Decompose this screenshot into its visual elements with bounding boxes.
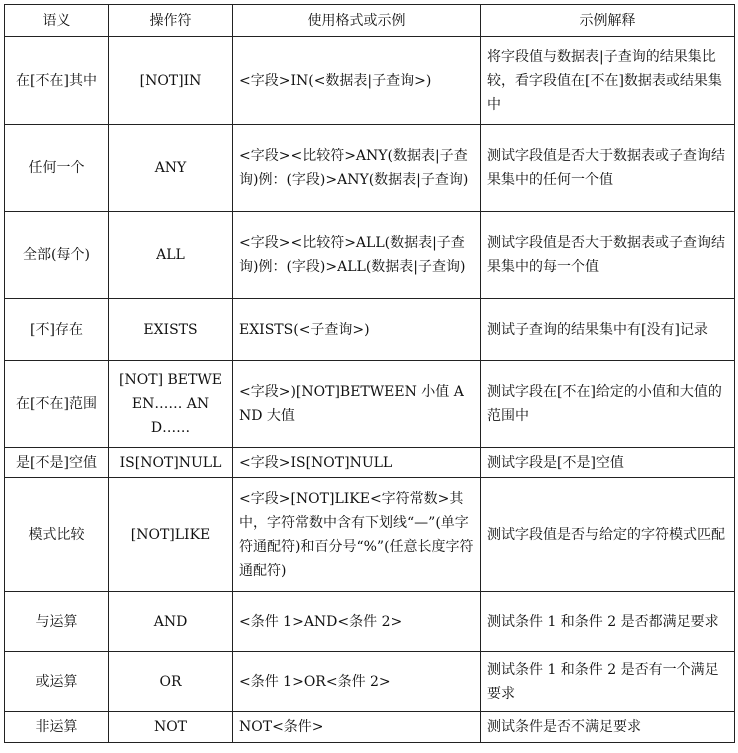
operator-table [4, 4, 735, 743]
header-semantic: 语义 [5, 5, 109, 37]
cell-format: EXISTS(<子查询>) [233, 299, 481, 361]
cell-semantic: 在[不在]范围 [5, 361, 109, 448]
cell-operator: IS[NOT]NULL [109, 448, 233, 478]
cell-operator: AND [109, 592, 233, 652]
cell-operator: [NOT]IN [109, 37, 233, 125]
table-row [5, 592, 735, 652]
cell-semantic: 或运算 [5, 652, 109, 712]
cell-format: <字段><比较符>ANY(数据表|子查询)例：(字段)>ANY(数据表|子查询) [233, 125, 481, 212]
cell-format: <字段>)[NOT]BETWEEN 小值 AND 大值 [233, 361, 481, 448]
table-row [5, 361, 735, 448]
cell-format: <字段>[NOT]LIKE<字符常数>其中，字符常数中含有下划线“—”(单字符通配符)和百分号“%”(任意长度字符通配符) [233, 478, 481, 592]
table-row [5, 37, 735, 125]
cell-operator: EXISTS [109, 299, 233, 361]
table-row [5, 299, 735, 361]
cell-semantic: 模式比较 [5, 478, 109, 592]
cell-explanation: 将字段值与数据表|子查询的结果集比较，看字段值在[不在]数据表或结果集中 [481, 37, 735, 125]
cell-explanation: 测试条件 1 和条件 2 是否都满足要求 [481, 592, 735, 652]
cell-operator: [NOT] BETWEEN…… AND…… [109, 361, 233, 448]
cell-explanation: 测试条件 1 和条件 2 是否有一个满足要求 [481, 652, 735, 712]
cell-semantic: 是[不是]空值 [5, 448, 109, 478]
cell-format: <条件 1>OR<条件 2> [233, 652, 481, 712]
header-format: 使用格式或示例 [233, 5, 481, 37]
cell-semantic: 全部(每个) [5, 212, 109, 299]
cell-operator: OR [109, 652, 233, 712]
cell-semantic: 任何一个 [5, 125, 109, 212]
cell-semantic: [不]存在 [5, 299, 109, 361]
table-row [5, 212, 735, 299]
cell-format: NOT<条件> [233, 712, 481, 743]
table-row [5, 712, 735, 743]
cell-explanation: 测试字段在[不在]给定的小值和大值的范围中 [481, 361, 735, 448]
cell-format: <字段><比较符>ALL(数据表|子查询)例：(字段)>ALL(数据表|子查询) [233, 212, 481, 299]
table-row [5, 652, 735, 712]
cell-explanation: 测试字段值是否大于数据表或子查询结果集中的任何一个值 [481, 125, 735, 212]
cell-semantic: 与运算 [5, 592, 109, 652]
cell-operator: ALL [109, 212, 233, 299]
cell-explanation: 测试字段是[不是]空值 [481, 448, 735, 478]
cell-format: <字段>IS[NOT]NULL [233, 448, 481, 478]
cell-explanation: 测试字段值是否与给定的字符模式匹配 [481, 478, 735, 592]
table-row [5, 478, 735, 592]
header-operator: 操作符 [109, 5, 233, 37]
cell-explanation: 测试字段值是否大于数据表或子查询结果集中的每一个值 [481, 212, 735, 299]
cell-explanation: 测试条件是否不满足要求 [481, 712, 735, 743]
cell-operator: ANY [109, 125, 233, 212]
cell-operator: [NOT]LIKE [109, 478, 233, 592]
cell-format: <条件 1>AND<条件 2> [233, 592, 481, 652]
table-row [5, 125, 735, 212]
cell-format: <字段>IN(<数据表|子查询>) [233, 37, 481, 125]
header-explanation: 示例解释 [481, 5, 735, 37]
cell-semantic: 在[不在]其中 [5, 37, 109, 125]
cell-operator: NOT [109, 712, 233, 743]
table-row [5, 448, 735, 478]
cell-semantic: 非运算 [5, 712, 109, 743]
cell-explanation: 测试子查询的结果集中有[没有]记录 [481, 299, 735, 361]
table-header-row [5, 5, 735, 37]
